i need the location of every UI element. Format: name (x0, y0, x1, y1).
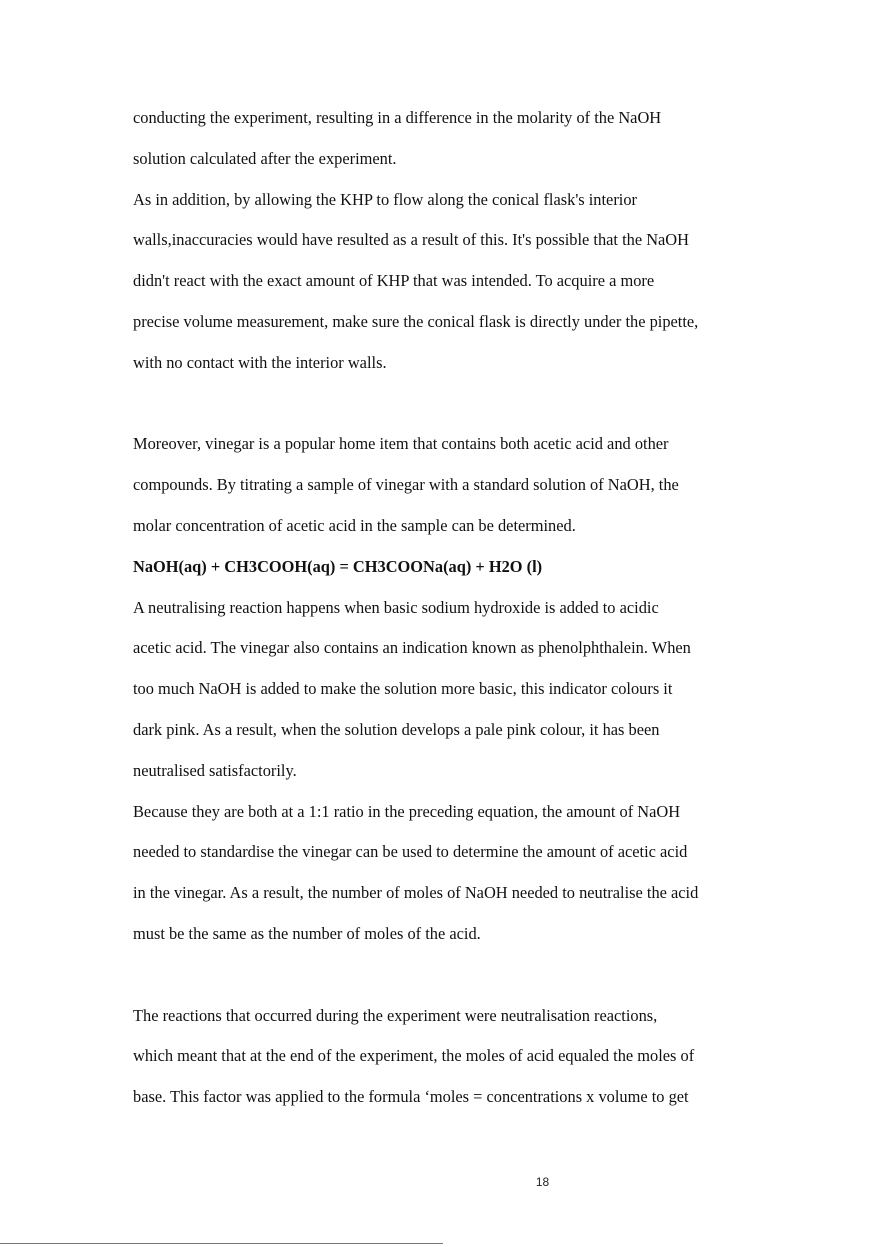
text-line: compounds. By titrating a sample of vinegar with a standard solution of NaOH, the (133, 475, 679, 495)
document-body (133, 104, 753, 1124)
text-line: conducting the experiment, resulting in a difference in the molarity of the NaOH (133, 108, 662, 127)
text-line: A neutralising reaction happens when basic sodium hydroxide is added to acidic (133, 597, 659, 617)
paragraph-neutralising-reaction (133, 594, 753, 798)
paragraph-spacing (133, 961, 753, 1002)
footer-divider (0, 1243, 443, 1244)
text-line: dark pink. As a result, when the solution develops a pale pink colour, it has been (133, 719, 660, 739)
text-line: needed to standardise the vinegar can be used to determine the amount of acetic acid (133, 842, 688, 862)
text-line: with no contact with the interior walls. (133, 352, 387, 372)
paragraph-neutralisation-reactions (133, 1002, 753, 1124)
paragraph-vinegar-introduction (133, 430, 753, 552)
text-line: walls,inaccuracies would have resulted as a result of this. It's possible that the NaOH (133, 230, 689, 250)
text-line: Because they are both at a 1:1 ratio in the preceding equation, the amount of NaOH (133, 801, 681, 821)
page-number: 18 (535, 1175, 550, 1189)
text-line: neutralised satisfactorily. (133, 760, 297, 780)
text-line: must be the same as the number of moles of the acid. (133, 923, 481, 943)
paragraph-khp-flow (133, 186, 753, 390)
text-line: didn't react with the exact amount of KHP that was intended. To acquire a more (133, 271, 655, 291)
paragraph-experiment-difference (133, 104, 753, 186)
text-line: As in addition, by allowing the KHP to flow along the conical flask's interior (133, 189, 637, 209)
text-line: in the vinegar. As a result, the number of moles of NaOH needed to neutralise the acid (133, 883, 699, 903)
text-line: molar concentration of acetic acid in the sample can be determined. (133, 515, 576, 535)
chemical-equation: NaOH(aq) + CH3COOH(aq) = CH3COONa(aq) + H2O (l) (133, 556, 543, 576)
text-line: acetic acid. The vinegar also contains an indication known as phenolphthalein. When (133, 638, 691, 658)
text-line: too much NaOH is added to make the solution more basic, this indicator colours it (133, 679, 673, 699)
paragraph-mole-ratio (133, 798, 753, 961)
text-line: solution calculated after the experiment. (133, 148, 397, 168)
paragraph-spacing (133, 390, 753, 431)
text-line: which meant that at the end of the experiment, the moles of acid equaled the moles of (133, 1046, 695, 1066)
text-line: base. This factor was applied to the formula ‘moles = concentrations x volume to get (133, 1087, 689, 1107)
text-line: precise volume measurement, make sure the conical flask is directly under the pipette, (133, 311, 699, 331)
text-line: The reactions that occurred during the experiment were neutralisation reactions, (133, 1005, 658, 1025)
text-line: Moreover, vinegar is a popular home item that contains both acetic acid and other (133, 434, 669, 454)
